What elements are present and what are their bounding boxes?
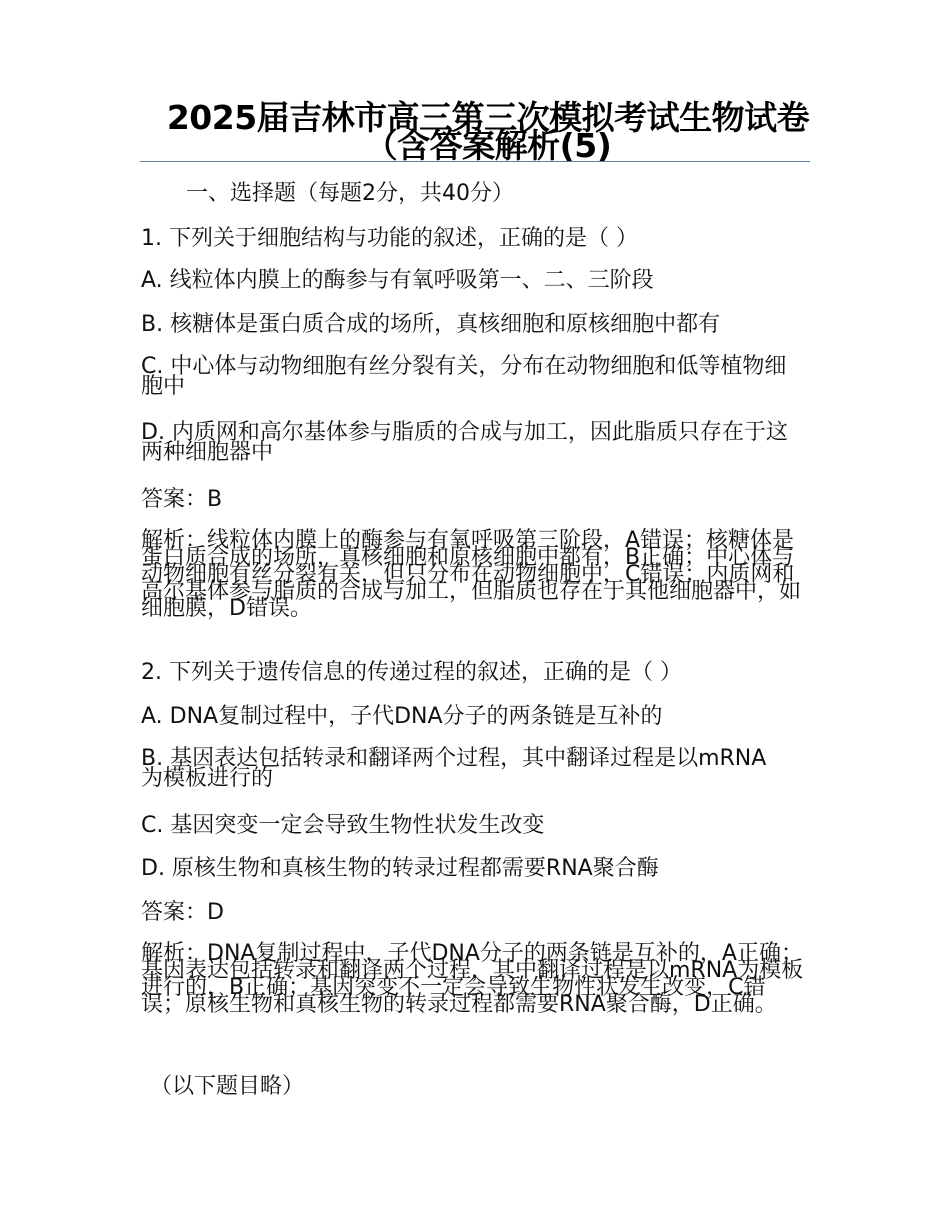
question-2-option-c: C. 基因突变一定会导致生物性状发生改变 <box>141 813 545 838</box>
question-1-option-a: A. 线粒体内膜上的酶参与有氧呼吸第一、二、三阶段 <box>141 268 654 293</box>
question-2-answer: 答案：D <box>141 900 224 925</box>
question-2-analysis: 解析：DNA复制过程中，子代DNA分子的两条链是互补的，A正确；基因表达包括转录和翻译两个过程，其中翻译过程是以mRNA为模板进行的，B正确；基因突变不一定会导致生物性状发生改变，C错误；原核生物和真核生物的转录过程都需要RNA聚合酶，D正确。 <box>141 941 804 1017</box>
question-2-option-b: B. 基因表达包括转录和翻译两个过程，其中翻译过程是以mRNA为模板进行的 <box>141 746 767 791</box>
question-1-option-b: B. 核糖体是蛋白质合成的场所，真核细胞和原核细胞中都有 <box>141 312 721 337</box>
section-heading: 一、选择题（每题2分，共40分） <box>186 181 514 206</box>
document-title: 2025届吉林市高三第三次模拟考试生物试卷（含答案解析(5) <box>166 98 810 165</box>
question-1-option-c: C. 中心体与动物细胞有丝分裂有关，分布在动物细胞和低等植物细胞中 <box>141 354 787 399</box>
question-2-option-d: D. 原核生物和真核生物的转录过程都需要RNA聚合酶 <box>141 856 659 881</box>
footer-note: （以下题目略） <box>150 1074 305 1099</box>
question-2-stem: 2. 下列关于遗传信息的传递过程的叙述，正确的是（ ） <box>141 660 682 685</box>
question-1-analysis: 解析：线粒体内膜上的酶参与有氧呼吸第三阶段，A错误；核糖体是蛋白质合成的场所，真核细胞和原核细胞中都有，B正确；中心体与动物细胞有丝分裂有关，但只分布在动物细胞中，C错误；内质网和高尔基体参与脂质的合成与加工，但脂质也存在于其他细胞器中，如细胞膜，D错误。 <box>141 528 802 621</box>
question-1-stem: 1. 下列关于细胞结构与功能的叙述，正确的是（ ） <box>141 226 638 251</box>
question-1-option-d: D. 内质网和高尔基体参与脂质的合成与加工，因此脂质只存在于这两种细胞器中 <box>141 420 788 465</box>
title-underline <box>140 161 810 162</box>
question-2-option-a: A. DNA复制过程中，子代DNA分子的两条链是互补的 <box>141 704 663 729</box>
question-1-answer: 答案：B <box>141 487 223 512</box>
